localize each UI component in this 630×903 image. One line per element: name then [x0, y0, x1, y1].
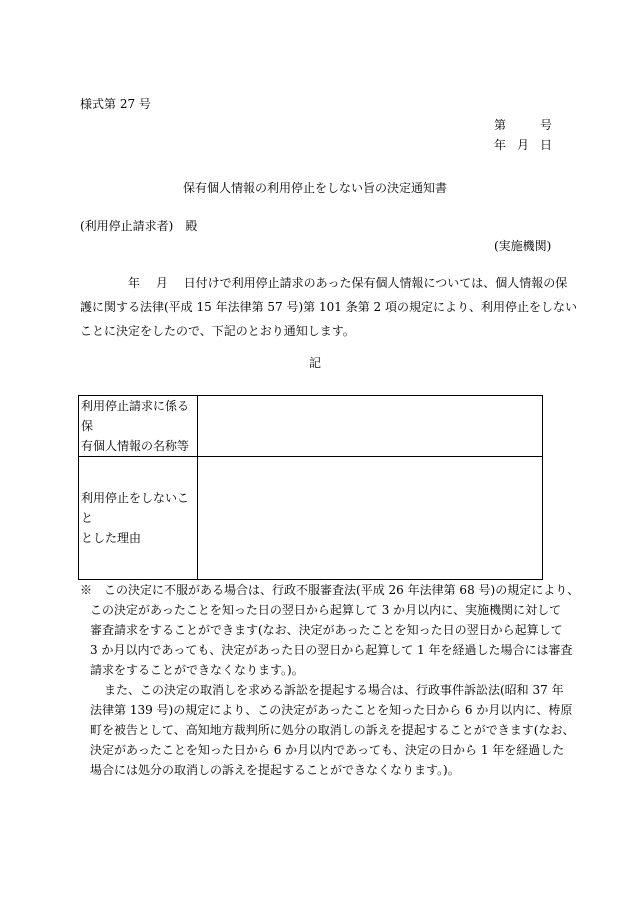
table-label-cell [79, 396, 198, 457]
document-number-suffix: 号 [540, 118, 553, 132]
note-text: この決定に不服がある場合は、行政不服審査法(平成 26 年法律第 68 号)の規定により、 [104, 583, 580, 597]
recipient-line: (利用停止請求者) 殿 [80, 219, 198, 233]
note-mark: ※ [80, 583, 93, 597]
note-line: 3 か月以内であっても、決定があった日の翌日から起算して 1 年を経過した場合には審査 [90, 643, 573, 657]
date-month-label: 月 [517, 138, 530, 152]
note-line: 請求をすることができなくなります。)。 [90, 663, 304, 677]
table-label-line: 利用停止をしないこと [81, 491, 190, 525]
table-row [79, 396, 543, 457]
note-line: 決定があったことを知った日から 6 か月以内であっても、決定の日から 1 年を経過した [90, 743, 565, 757]
body-line: ことに決定をしたので、下記のとおり通知します。 [80, 324, 355, 338]
note-line [80, 583, 580, 604]
notes-section [80, 583, 580, 784]
document-title: 保有個人情報の利用停止をしない旨の決定通知書 [182, 181, 447, 195]
table-label-cell [79, 457, 198, 580]
body-line: 護に関する法律(平成 15 年法律第 57 号)第 101 条第 2 項の規定により、利用停止をしない [80, 300, 577, 314]
document-number-label: 第 [494, 118, 507, 132]
note-line: また、この決定の取消しを求める訴訟を提起する場合は、行政事件訴訟法(昭和 37 年 [104, 683, 564, 697]
body-line: 年 月 日付けで利用停止請求のあった保有個人情報については、個人情報の保 [128, 276, 568, 290]
note-line: この決定があったことを知った日の翌日から起算して 3 か月以内に、実施機関に対して [90, 603, 562, 617]
form-number: 様式第 27 号 [80, 97, 151, 111]
table-value-cell [198, 457, 543, 580]
table-row [79, 457, 543, 580]
table-label-line: 利用停止請求に係る保 [81, 399, 190, 433]
date-year-label: 年 [494, 138, 507, 152]
table-label-line: 有個人情報の名称等 [81, 439, 190, 453]
detail-table [78, 395, 543, 580]
note-line: 町を被告として、高知地方裁判所に処分の取消しの訴えを提起することができます(なお、 [90, 723, 575, 737]
issuer-line: (実施機関) [494, 239, 552, 253]
table-value-cell [198, 396, 543, 457]
note-line: 場合には処分の取消しの訴えを提起することができなくなります。)。 [90, 763, 460, 777]
ki-heading: 記 [308, 356, 321, 370]
note-line: 法律第 139 号)の規定により、この決定があったことを知った日から 6 か月以内に、梼原 [90, 703, 573, 717]
body-paragraph [80, 276, 577, 349]
date-day-label: 日 [540, 138, 553, 152]
table-label-line: とした理由 [81, 531, 142, 545]
note-line: 審査請求をすることができます(なお、決定があったことを知った日の翌日から起算して [90, 623, 563, 637]
